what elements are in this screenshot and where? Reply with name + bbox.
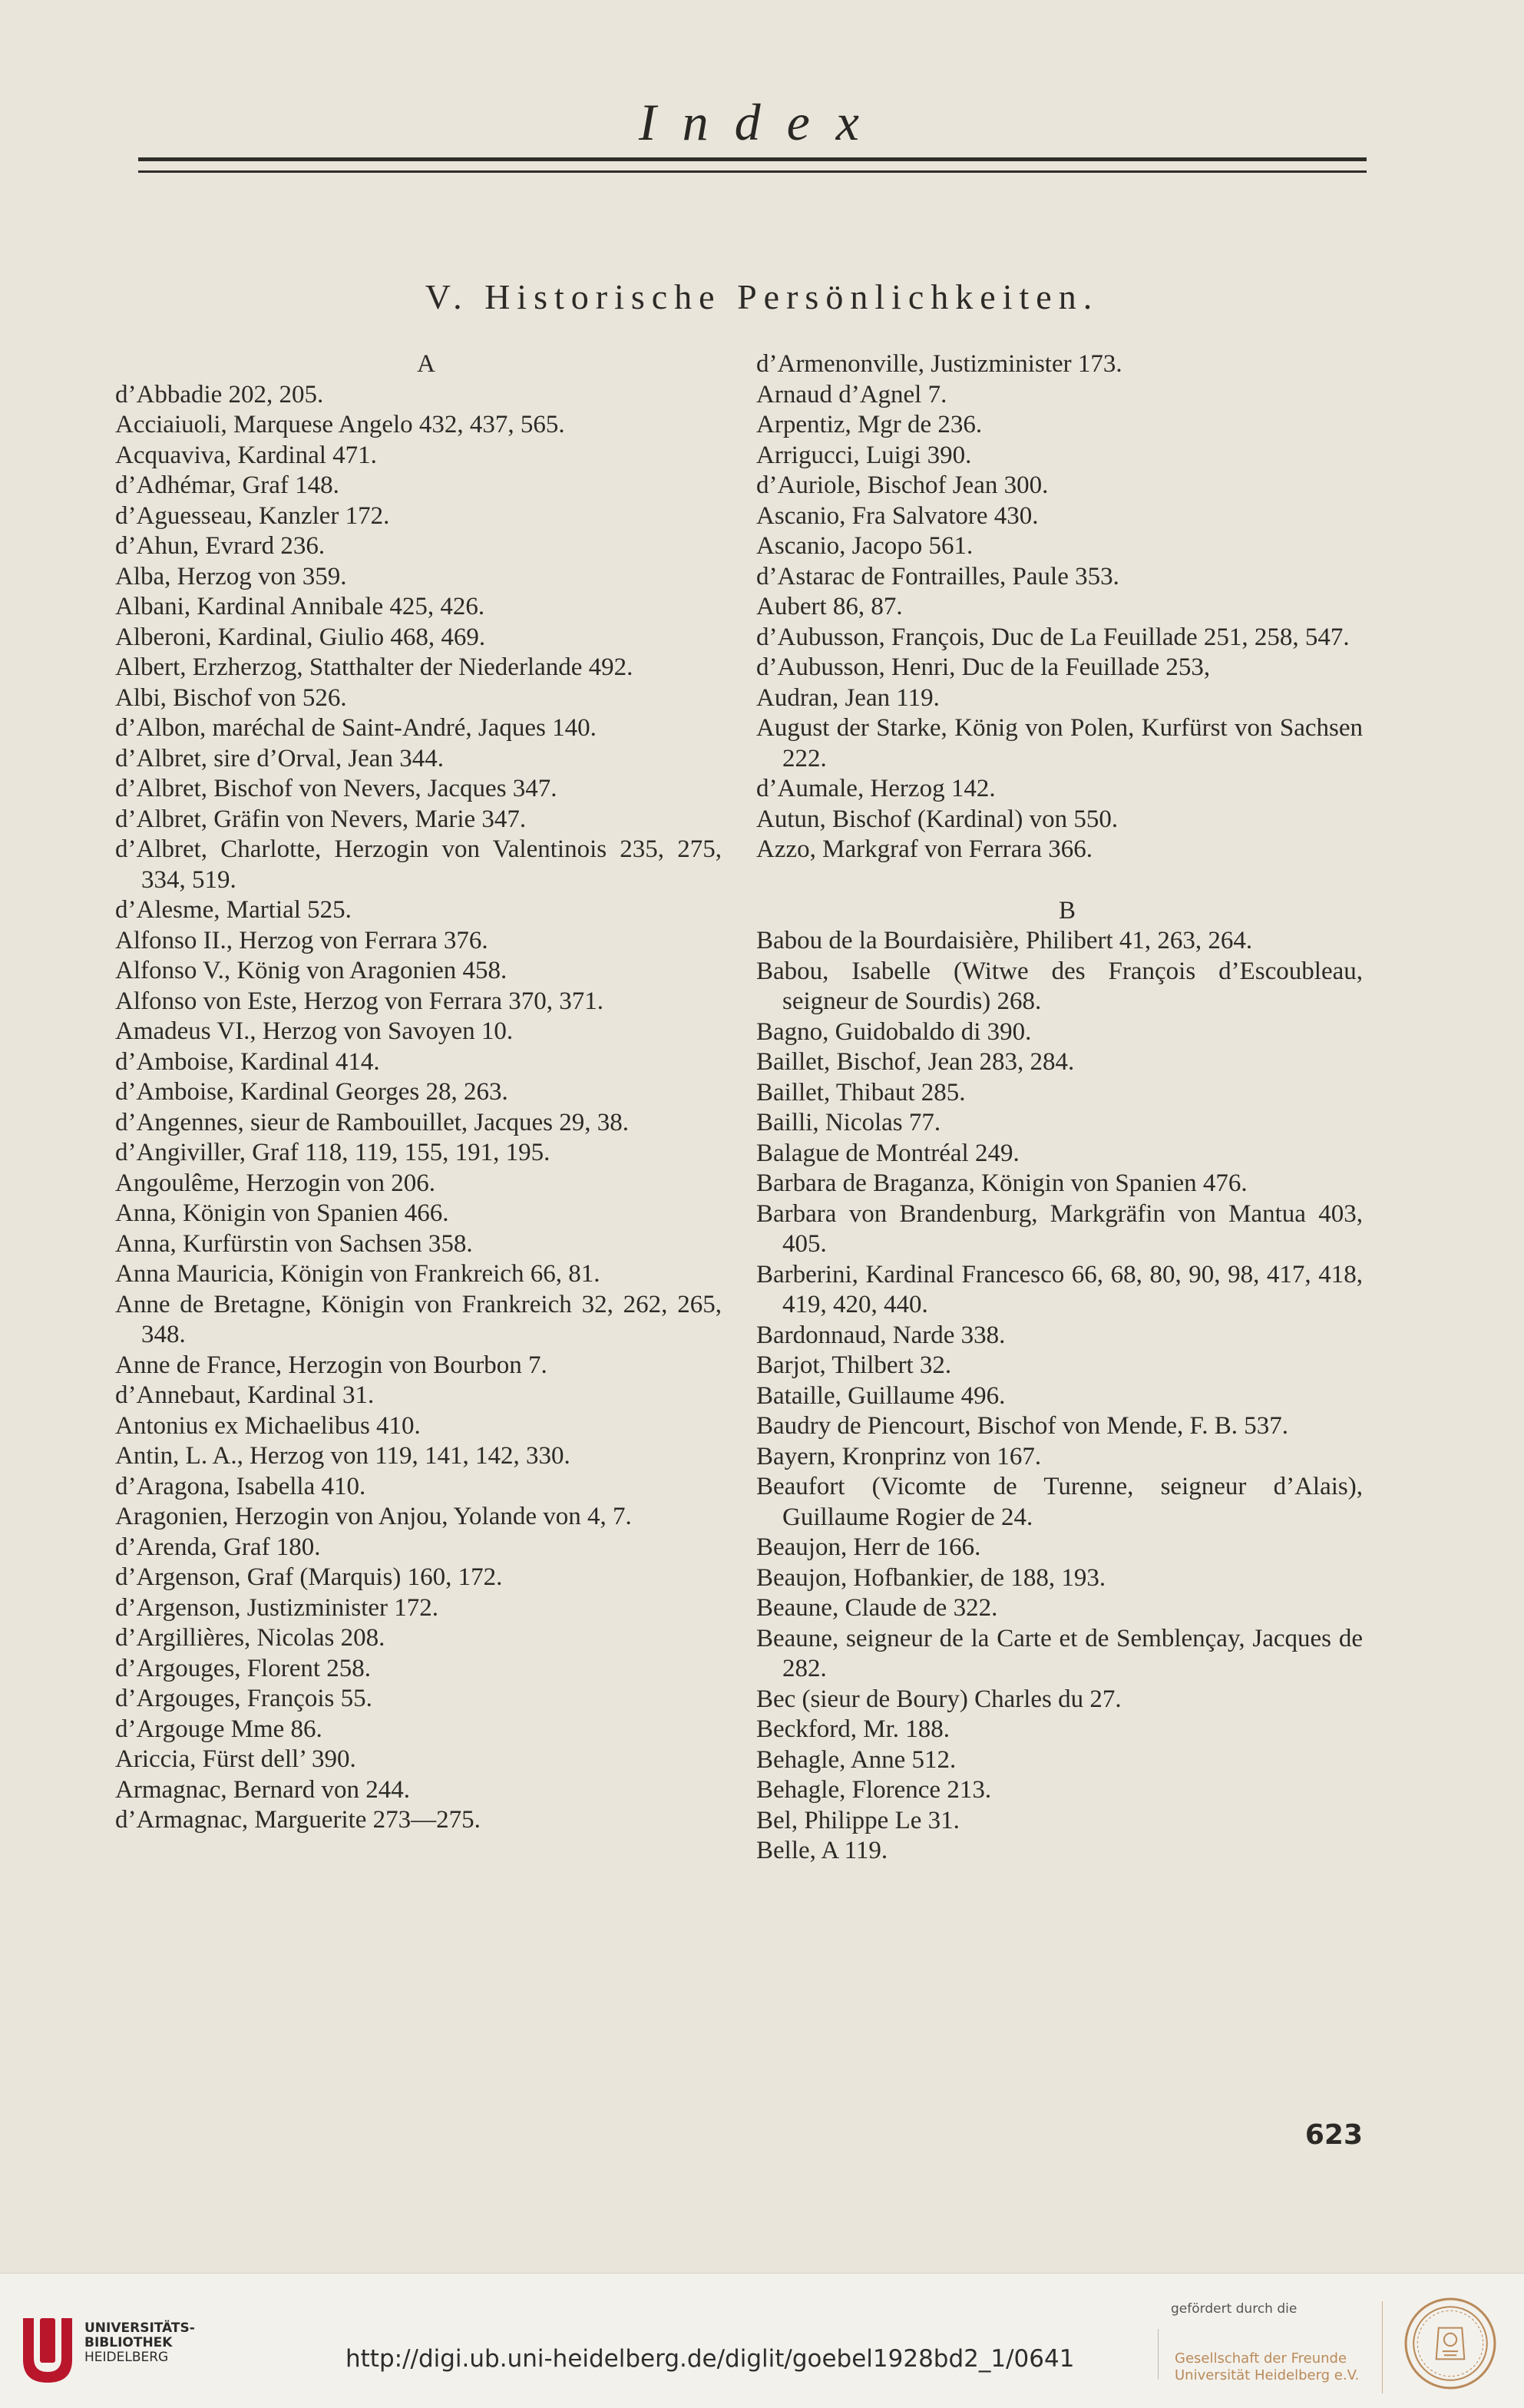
header-rule-thick <box>138 157 1367 161</box>
sponsor-divider <box>1158 2329 1159 2380</box>
index-entry: Beaune, seigneur de la Carte et de Semblençay, Jacques de 282. <box>756 1624 1363 1682</box>
index-entry: d’Argillières, Nicolas 208. <box>115 1624 385 1652</box>
running-header-title: Index <box>638 93 885 151</box>
index-entry: Audran, Jean 119. <box>756 683 940 712</box>
permalink-url[interactable]: http://digi.ub.uni-heidelberg.de/diglit/goebel1928bd2_1/0641 <box>345 2345 1075 2373</box>
index-entry: Bec (sieur de Boury) Charles du 27. <box>756 1685 1122 1713</box>
index-entry: d’Amboise, Kardinal 414. <box>115 1047 380 1076</box>
index-entry: d’Aguesseau, Kanzler 172. <box>115 501 390 530</box>
university-library-name <box>84 2321 195 2365</box>
index-entry: Alfonso von Este, Herzog von Ferrara 370, 371. <box>115 987 604 1015</box>
index-entry: Arrigucci, Luigi 390. <box>756 441 972 469</box>
right-entries-b-list <box>756 926 1363 1867</box>
index-entry: Alfonso II., Herzog von Ferrara 376. <box>115 926 488 954</box>
index-entry: d’Alesme, Martial 525. <box>115 896 352 924</box>
index-entry: d’Albret, Charlotte, Herzogin von Valentinois 235, 275, 334, 519. <box>115 835 722 894</box>
index-entry: d’Angennes, sieur de Rambouillet, Jacques 29, 38. <box>115 1108 630 1136</box>
header-rule-thin <box>138 170 1367 173</box>
index-entry: Ascanio, Fra Salvatore 430. <box>756 501 1039 530</box>
index-entry: Alba, Herzog von 359. <box>115 562 347 590</box>
index-entry: d’Angiviller, Graf 118, 119, 155, 191, 195. <box>115 1139 550 1166</box>
index-entry: Aubert 86, 87. <box>756 593 903 620</box>
index-entry: Barbara de Braganza, Königin von Spanien 476. <box>756 1169 1248 1197</box>
index-entry: Baillet, Bischof, Jean 283, 284. <box>756 1048 1075 1076</box>
digitization-footer <box>0 2273 1524 2408</box>
index-entry: Ascanio, Jacopo 561. <box>756 532 974 560</box>
sponsor-line2: Universität Heidelberg e.V. <box>1175 2367 1360 2383</box>
index-entry: Antonius ex Michaelibus 410. <box>115 1411 421 1440</box>
university-seal-icon <box>1403 2297 1497 2390</box>
index-entry: d’Aragona, Isabella 410. <box>115 1472 366 1500</box>
index-entry: Beaune, Claude de 322. <box>756 1594 998 1622</box>
left-entries-list <box>115 380 722 1836</box>
index-entry: Aragonien, Herzogin von Anjou, Yolande von 4, 7. <box>115 1503 632 1530</box>
index-entry: Armagnac, Bernard von 244. <box>115 1775 410 1804</box>
letter-heading-a: A <box>417 350 435 378</box>
university-library-logo-icon <box>17 2312 78 2389</box>
seal-divider <box>1382 2301 1383 2393</box>
index-entry: Alberoni, Kardinal, Giulio 468, 469. <box>115 623 486 651</box>
index-entry: Alfonso V., König von Aragonien 458. <box>115 957 507 984</box>
index-entry: d’Ahun, Evrard 236. <box>115 532 326 560</box>
index-column-right <box>756 349 1363 1867</box>
index-entry: d’Albret, Gräfin von Nevers, Marie 347. <box>115 805 527 833</box>
library-name-line1: UNIVERSITÄTS- <box>84 2320 195 2336</box>
index-entry: Belle, A 119. <box>756 1837 888 1864</box>
index-entry: Balague de Montréal 249. <box>756 1139 1020 1167</box>
index-entry: Beaujon, Hofbankier, de 188, 193. <box>756 1563 1106 1592</box>
index-column-left <box>115 349 722 1836</box>
index-entry: Barberini, Kardinal Francesco 66, 68, 80, 90, 98, 417, 418, 419, 420, 440. <box>756 1260 1363 1318</box>
sponsor-line1: Gesellschaft der Freunde <box>1175 2350 1347 2367</box>
index-entry: d’Arenda, Graf 180. <box>115 1533 321 1561</box>
index-entry: d’Aumale, Herzog 142. <box>756 775 996 802</box>
index-entry: Autun, Bischof (Kardinal) von 550. <box>756 805 1119 833</box>
index-entry: Acquaviva, Kardinal 471. <box>115 441 377 469</box>
index-entry: d’Albret, Bischof von Nevers, Jacques 347. <box>115 775 557 802</box>
index-entry: Azzo, Markgraf von Ferrara 366. <box>756 835 1093 863</box>
library-name-line2: BIBLIOTHEK <box>84 2335 173 2350</box>
index-entry: d’Argenson, Graf (Marquis) 160, 172. <box>115 1563 503 1591</box>
section-title: V. Historische Persönlichkeiten. <box>425 277 1099 316</box>
index-entry: Beaujon, Herr de 166. <box>756 1533 981 1561</box>
index-entry: d’Auriole, Bischof Jean 300. <box>756 471 1049 499</box>
index-entry: d’Astarac de Fontrailles, Paule 353. <box>756 562 1119 590</box>
index-entry: Babou de la Bourdaisière, Philibert 41, 263, 264. <box>756 927 1253 954</box>
index-entry: Babou, Isabelle (Witwe des François d’Escoubleau, seigneur de Sourdis) 268. <box>756 957 1363 1015</box>
index-entry: August der Starke, König von Polen, Kurfürst von Sachsen 222. <box>756 714 1363 772</box>
index-entry: d’Argouges, Florent 258. <box>115 1654 372 1682</box>
index-entry: d’Aubusson, Henri, Duc de la Feuillade 253, <box>756 653 1211 681</box>
index-entry: Antin, L. A., Herzog von 119, 141, 142, 330. <box>115 1442 570 1470</box>
index-entry: Behagle, Florence 213. <box>756 1776 992 1804</box>
index-entry: Albani, Kardinal Annibale 425, 426. <box>115 593 485 620</box>
index-entry: Arpentiz, Mgr de 236. <box>756 411 983 438</box>
index-entry: Anna Mauricia, Königin von Frankreich 66, 81. <box>115 1260 600 1288</box>
right-entries-a-list <box>756 349 1363 865</box>
index-entry: d’Abbadie 202, 205. <box>115 380 324 408</box>
index-entry: Bardonnaud, Narde 338. <box>756 1321 1006 1349</box>
index-entry: d’Armenonville, Justizminister 173. <box>756 350 1122 378</box>
index-entry: d’Argenson, Justizminister 172. <box>115 1593 439 1622</box>
index-entry: Ariccia, Fürst dell’ 390. <box>115 1745 356 1773</box>
index-entry: Anne de Bretagne, Königin von Frankreich 32, 262, 265, 348. <box>115 1290 722 1348</box>
index-entry: Anna, Königin von Spanien 466. <box>115 1199 449 1227</box>
index-entry: Barjot, Thilbert 32. <box>756 1351 952 1379</box>
index-entry: Behagle, Anne 512. <box>756 1745 957 1774</box>
index-entry: d’Aubusson, François, Duc de La Feuillade 251, 258, 547. <box>756 623 1350 651</box>
index-entry: d’Argouge Mme 86. <box>115 1715 322 1743</box>
index-entry: d’Albon, maréchal de Saint-André, Jaques 140. <box>115 714 597 742</box>
index-entry: Baillet, Thibaut 285. <box>756 1078 966 1106</box>
index-entry: d’Argouges, François 55. <box>115 1685 372 1712</box>
index-entry: Albert, Erzherzog, Statthalter der Niederlande 492. <box>115 653 633 681</box>
sponsor-name <box>1175 2350 1359 2384</box>
index-entry: Bayern, Kronprinz von 167. <box>756 1442 1042 1470</box>
index-entry: d’Armagnac, Marguerite 273—275. <box>115 1806 481 1834</box>
index-entry: Albi, Bischof von 526. <box>115 683 347 712</box>
index-entry: d’Albret, sire d’Orval, Jean 344. <box>115 744 444 772</box>
sponsor-label: gefördert durch die <box>1171 2301 1298 2317</box>
index-entry: Angoulême, Herzogin von 206. <box>115 1169 435 1197</box>
index-entry: Bailli, Nicolas 77. <box>756 1109 941 1136</box>
library-name-line3: HEIDELBERG <box>84 2350 169 2365</box>
index-entry: Arnaud d’Agnel 7. <box>756 380 947 408</box>
page-number: 623 <box>1304 2119 1363 2151</box>
index-entry: Bel, Philippe Le 31. <box>756 1806 960 1834</box>
index-entry: d’Adhémar, Graf 148. <box>115 471 339 499</box>
index-entry: Beaufort (Vicomte de Turenne, seigneur d’Alais), Guillaume Rogier de 24. <box>756 1473 1363 1531</box>
index-entry: Bataille, Guillaume 496. <box>756 1381 1006 1410</box>
index-entry: d’Amboise, Kardinal Georges 28, 263. <box>115 1078 508 1106</box>
index-entry: Acciaiuoli, Marquese Angelo 432, 437, 565. <box>115 411 565 438</box>
index-entry: Amadeus VI., Herzog von Savoyen 10. <box>115 1017 514 1045</box>
index-entry: Anna, Kurfürstin von Sachsen 358. <box>115 1229 473 1258</box>
index-entry: Anne de France, Herzogin von Bourbon 7. <box>115 1351 547 1379</box>
index-entry: Beckford, Mr. 188. <box>756 1715 950 1743</box>
index-entry: Bagno, Guidobaldo di 390. <box>756 1017 1032 1046</box>
index-entry: Barbara von Brandenburg, Markgräfin von Mantua 403, 405. <box>756 1199 1363 1258</box>
index-entry: d’Annebaut, Kardinal 31. <box>115 1381 375 1409</box>
letter-heading-b: B <box>1058 896 1076 925</box>
index-entry: Baudry de Piencourt, Bischof von Mende, F. B. 537. <box>756 1412 1289 1440</box>
